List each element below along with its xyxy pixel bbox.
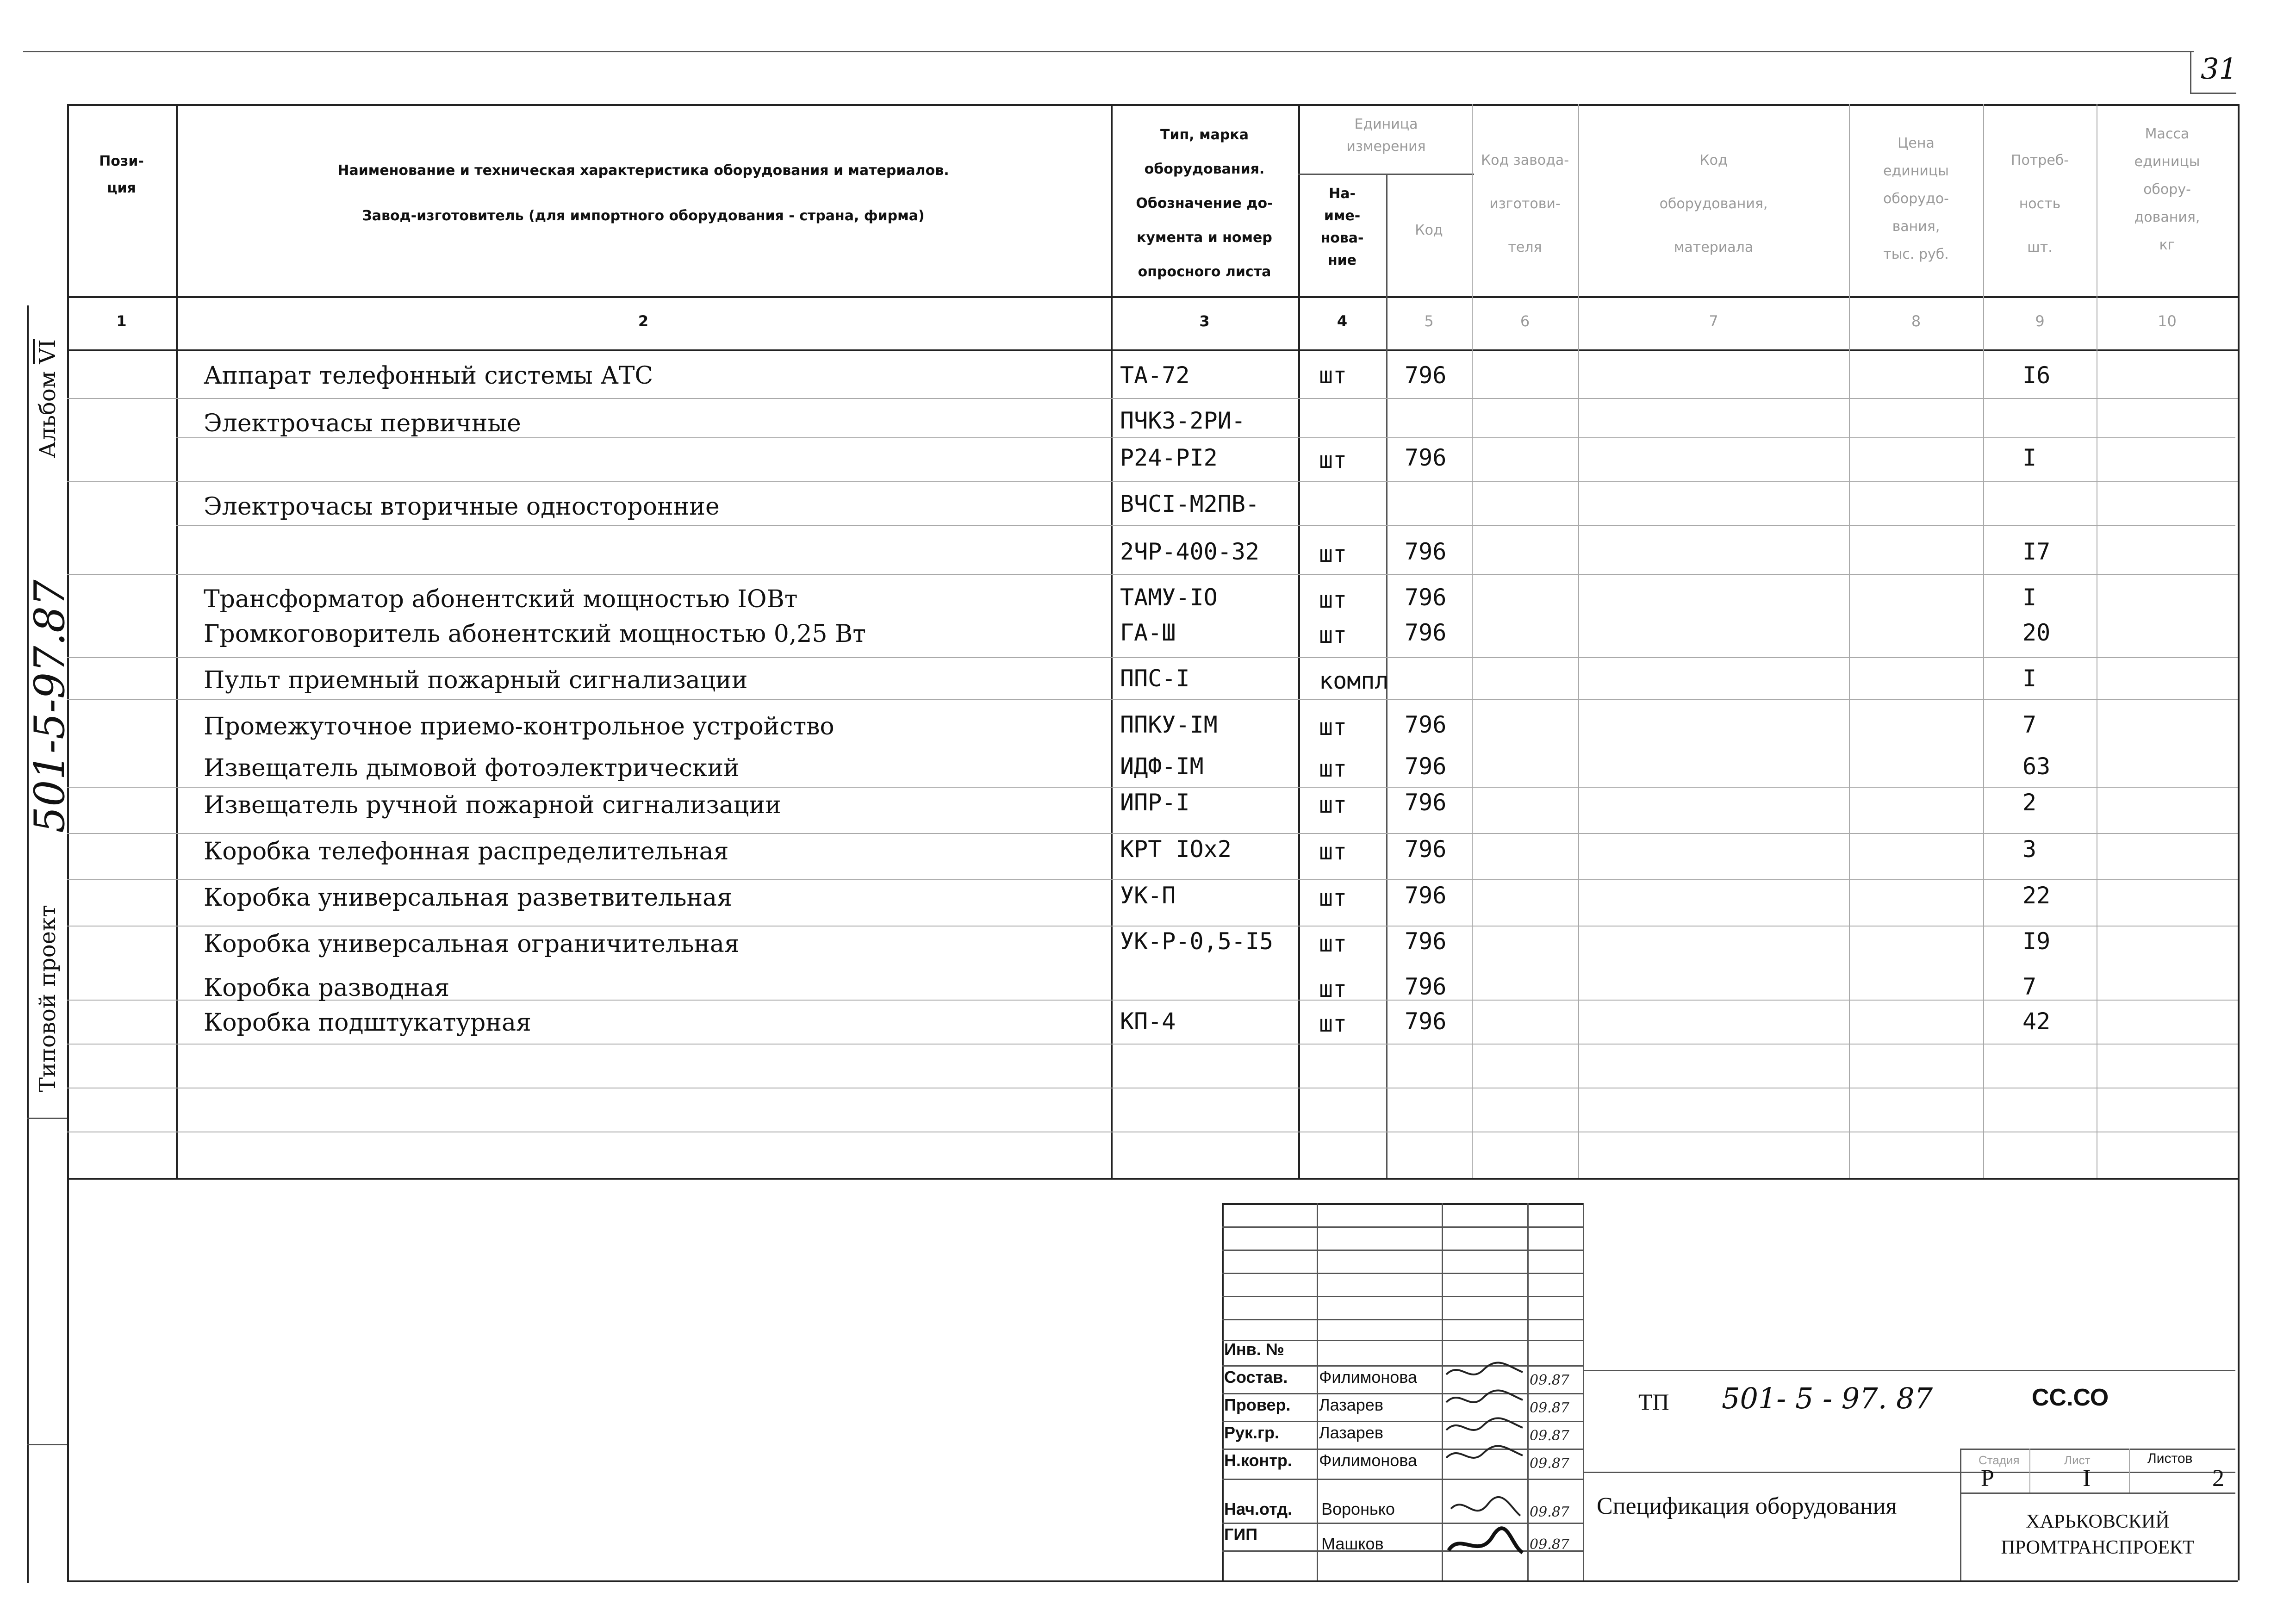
row-type: УК-Р-0,5-I5 xyxy=(1120,928,1274,955)
col-number-7: 7 xyxy=(1709,312,1718,330)
col-number-6: 6 xyxy=(1520,312,1530,330)
row-code: 796 xyxy=(1405,1008,1447,1035)
header-factory-code: Код завода- изготови- теля xyxy=(1481,152,1569,255)
row-name: Коробка разводная xyxy=(204,974,450,1002)
row-type: ГА-Ш xyxy=(1120,619,1176,646)
role-group-lead: Рук.гр. xyxy=(1224,1423,1280,1442)
row-code: 796 xyxy=(1405,538,1447,565)
sheet-value: I xyxy=(2083,1465,2091,1492)
row-code: 796 xyxy=(1405,444,1447,471)
row-code: 796 xyxy=(1405,753,1447,780)
row-unit: шт xyxy=(1319,714,1347,740)
row-qty: 20 xyxy=(2022,619,2051,646)
row-type: ТАМУ-IО xyxy=(1120,584,1218,611)
row-code: 796 xyxy=(1405,928,1447,955)
row-type: ППКУ-IМ xyxy=(1120,711,1218,738)
date-checked: 09.87 xyxy=(1530,1400,1569,1416)
row-unit: шт xyxy=(1319,930,1347,957)
col-number-8: 8 xyxy=(1911,312,1921,330)
date-composed: 09.87 xyxy=(1530,1372,1569,1388)
header-price: Цена единицы оборудо- вания, тыс. руб. xyxy=(1883,135,1949,262)
row-qty: 7 xyxy=(2022,711,2037,738)
row-unit: шт xyxy=(1319,1010,1347,1037)
page-number: 31 xyxy=(2201,52,2237,86)
col-number-3: 3 xyxy=(1199,312,1210,330)
row-code: 796 xyxy=(1405,584,1447,611)
row-type: ВЧСI-М2ПВ- xyxy=(1120,491,1260,517)
row-type: ТА-72 xyxy=(1120,362,1190,389)
row-qty: 22 xyxy=(2022,882,2051,909)
role-checked: Провер. xyxy=(1224,1395,1291,1414)
role-chief-engineer: ГИП xyxy=(1224,1525,1258,1544)
row-unit: шт xyxy=(1319,884,1347,911)
header-unit-code: Код xyxy=(1415,222,1443,238)
row-type: 2ЧР-400-32 xyxy=(1120,538,1260,565)
stage-header: Стадия xyxy=(1979,1453,2020,1467)
row-code: 796 xyxy=(1405,362,1447,389)
row-code: 796 xyxy=(1405,711,1447,738)
row-qty: 2 xyxy=(2022,789,2037,816)
row-name: Громкоговоритель абонентский мощностью 0,25 Вт xyxy=(204,620,866,648)
row-type: КП-4 xyxy=(1120,1008,1176,1035)
col-number-4: 4 xyxy=(1337,312,1348,330)
row-qty: I xyxy=(2022,584,2037,611)
row-type: ПЧК3-2РИ- xyxy=(1120,407,1245,434)
person-checked: Лазарев xyxy=(1319,1395,1383,1414)
side-project-code: 501-5-97.87 xyxy=(25,579,74,833)
header-unit-name: На- име- нова- ние xyxy=(1320,186,1364,268)
row-qty: I xyxy=(2022,665,2037,692)
row-name: Извещатель ручной пожарной сигнализации xyxy=(204,791,781,819)
row-type: ИПР-I xyxy=(1120,789,1190,816)
role-dept-head: Нач.отд. xyxy=(1224,1499,1293,1518)
row-name: Аппарат телефонный системы АТС xyxy=(204,362,653,390)
row-code: 796 xyxy=(1405,619,1447,646)
side-album-label: Альбом $\overline{VI}$ xyxy=(35,339,61,458)
row-name: Электрочасы первичные xyxy=(204,410,521,437)
organization: ХАРЬКОВСКИЙ ПРОМТРАНСПРОЕКТ xyxy=(2001,1511,2195,1558)
date-dept-head: 09.87 xyxy=(1530,1504,1569,1520)
row-unit: шт xyxy=(1319,586,1347,613)
col-number-5: 5 xyxy=(1424,312,1434,330)
date-chief-engineer: 09.87 xyxy=(1530,1536,1569,1553)
person-chief-engineer: Машков xyxy=(1321,1534,1384,1553)
row-name: Коробка телефонная распределительная xyxy=(204,838,729,865)
header-quantity: Потреб- ность шт. xyxy=(2010,152,2069,255)
row-code: 796 xyxy=(1405,882,1447,909)
header-type: Тип, марка оборудования. Обозначение до- кумента и номер опросного листа xyxy=(1136,127,1273,280)
row-code: 796 xyxy=(1405,836,1447,863)
row-unit: шт xyxy=(1319,622,1347,648)
date-group-lead: 09.87 xyxy=(1530,1428,1569,1444)
header-mass: Масса единицы обору- дования, кг xyxy=(2134,126,2200,253)
header-position: Пози- ция xyxy=(99,153,144,196)
row-qty: 42 xyxy=(2022,1008,2051,1035)
row-name: Промежуточное приемо-контрольное устройство xyxy=(204,713,834,740)
row-name: Трансформатор абонентский мощностью IОВт xyxy=(204,585,798,613)
row-qty: 7 xyxy=(2022,973,2037,1000)
row-name: Коробка универсальная ограничительная xyxy=(204,930,740,958)
row-qty: I6 xyxy=(2022,362,2051,389)
row-qty: I9 xyxy=(2022,928,2051,955)
doc-title: Спецификация оборудования xyxy=(1597,1493,1897,1519)
row-qty: I7 xyxy=(2022,538,2051,565)
person-composed: Филимонова xyxy=(1319,1368,1418,1387)
header-unit-group: Единица измерения xyxy=(1346,116,1426,155)
row-unit: шт xyxy=(1319,755,1347,782)
sheets-header: Листов xyxy=(2147,1451,2193,1466)
col-number-10: 10 xyxy=(2158,312,2177,330)
row-type: Р24-РI2 xyxy=(1120,444,1218,471)
row-unit: шт xyxy=(1319,541,1347,567)
tp-code: 501- 5 - 97. 87 xyxy=(1722,1381,1933,1415)
header-name: Наименование и техническая характеристика оборудования и материалов. Завод-изготовитель (для импортного оборудования - страна, фирма) xyxy=(337,162,949,224)
row-unit: шт xyxy=(1319,447,1347,473)
person-group-lead: Лазарев xyxy=(1319,1423,1383,1442)
row-unit: шт xyxy=(1319,838,1347,865)
row-unit: шт xyxy=(1319,976,1347,1002)
row-qty: 3 xyxy=(2022,836,2037,863)
row-unit: компл xyxy=(1319,667,1389,694)
sheet-header: Лист xyxy=(2064,1453,2091,1467)
row-type: КРТ IОх2 xyxy=(1120,836,1232,863)
row-type: УК-П xyxy=(1120,882,1176,909)
person-norm-control: Филимонова xyxy=(1319,1451,1418,1470)
sheets-value: 2 xyxy=(2212,1465,2224,1492)
row-name: Извещатель дымовой фотоэлектрический xyxy=(204,754,740,782)
role-composed: Состав. xyxy=(1224,1368,1288,1387)
col-number-9: 9 xyxy=(2035,312,2045,330)
tp-label: ТП xyxy=(1638,1389,1669,1415)
row-type: ИДФ-IМ xyxy=(1120,753,1204,780)
stage-value: Р xyxy=(1981,1465,1994,1492)
date-norm-control: 09.87 xyxy=(1530,1455,1569,1472)
row-qty: 63 xyxy=(2022,753,2051,780)
col-number-1: 1 xyxy=(116,312,127,330)
header-equipment-code: Код оборудования, материала xyxy=(1659,152,1768,255)
row-name: Пульт приемный пожарный сигнализации xyxy=(204,666,748,694)
row-code: 796 xyxy=(1405,789,1447,816)
side-type-project-label: Типовой проект xyxy=(35,905,61,1092)
row-name: Коробка подштукатурная xyxy=(204,1009,531,1037)
col-number-2: 2 xyxy=(638,312,649,330)
row-type: ППС-I xyxy=(1120,665,1190,692)
role-norm-control: Н.контр. xyxy=(1224,1451,1292,1470)
row-unit: шт xyxy=(1319,362,1347,389)
row-name: Электрочасы вторичные односторонние xyxy=(204,493,720,521)
row-unit: шт xyxy=(1319,791,1347,818)
row-name: Коробка универсальная разветвительная xyxy=(204,884,732,912)
signatures-image xyxy=(1442,1356,1527,1580)
row-qty: I xyxy=(2022,444,2037,471)
row-code: 796 xyxy=(1405,973,1447,1000)
person-dept-head: Воронько xyxy=(1321,1499,1395,1518)
doc-code: СС.СО xyxy=(2032,1384,2109,1411)
inv-label: Инв. № xyxy=(1224,1340,1284,1359)
